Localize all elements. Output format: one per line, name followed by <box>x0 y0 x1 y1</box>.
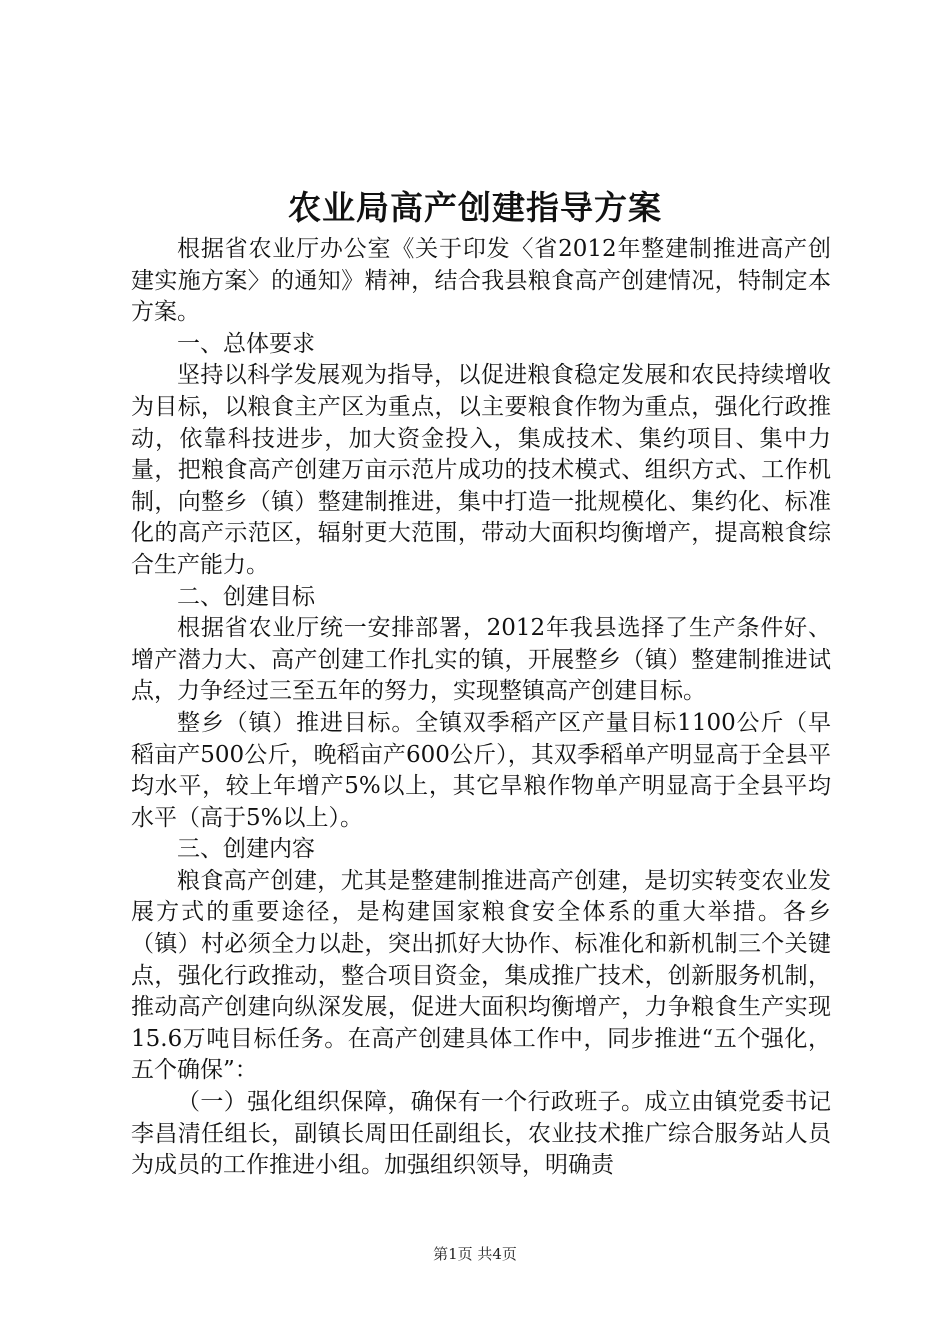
page-footer: 第1页 共4页 <box>433 1245 517 1263</box>
content-paragraph: 粮食高产创建，尤其是整建制推进高产创建，是切实转变农业发展方式的重要途径，是构建国家粮食安全体系的重大举措。各乡（镇）村必须全力以赴，突出抓好大协作、标准化和新机制三个关键点，强化行政推动，整合项目资金，集成推广技术，创新服务机制，推动高产创建向纵深发展，促进大面积均衡增产，力争粮食生产实现15.6万吨目标任务。在高产创建具体工作中，同步推进“五个强化，五个确保”： <box>131 867 831 1084</box>
goals-paragraph: 根据省农业厅统一安排部署，2012年我县选择了生产条件好、增产潜力大、高产创建工作扎实的镇，开展整乡（镇）整建制推进试点，力争经过三至五年的努力，实现整镇高产创建目标。 <box>131 615 831 705</box>
intro-paragraph: 根据省农业厅办公室《关于印发〈省2012年整建制推进高产创建实施方案〉的通知》精神，结合我县粮食高产创建情况，特制定本方案。 <box>131 236 831 326</box>
section-heading-content: 三、创建内容 <box>177 836 315 863</box>
section-heading-general-requirements: 一、总体要求 <box>177 330 315 357</box>
item-one-paragraph: （一）强化组织保障，确保有一个行政班子。成立由镇党委书记李昌清任组长，副镇长周田任副组长，农业技术推广综合服务站人员为成员的工作推进小组。加强组织领导，明确责 <box>131 1089 831 1179</box>
document-body <box>131 234 831 1182</box>
section-heading-goals: 二、创建目标 <box>177 583 315 610</box>
general-requirements-paragraph: 坚持以科学发展观为指导，以促进粮食稳定发展和农民持续增收为目标，以粮食主产区为重点，以主要粮食作物为重点，强化行政推动，依靠科技进步，加大资金投入，集成技术、集约项目、集中力量，把粮食高产创建万亩示范片成功的技术模式、组织方式、工作机制，向整乡（镇）整建制推进，集中打造一批规模化、集约化、标准化的高产示范区，辐射更大范围，带动大面积均衡增产，提高粮食综合生产能力。 <box>131 362 831 578</box>
town-targets-paragraph: 整乡（镇）推进目标。全镇双季稻产区产量目标1100公斤（早稻亩产500公斤，晚稻亩产600公斤），其双季稻单产明显高于全县平均水平，较上年增产5%以上，其它旱粮作物单产明显高于全县平均水平（高于5%以上）。 <box>131 709 831 831</box>
document-title: 农业局高产创建指导方案 <box>288 188 662 227</box>
